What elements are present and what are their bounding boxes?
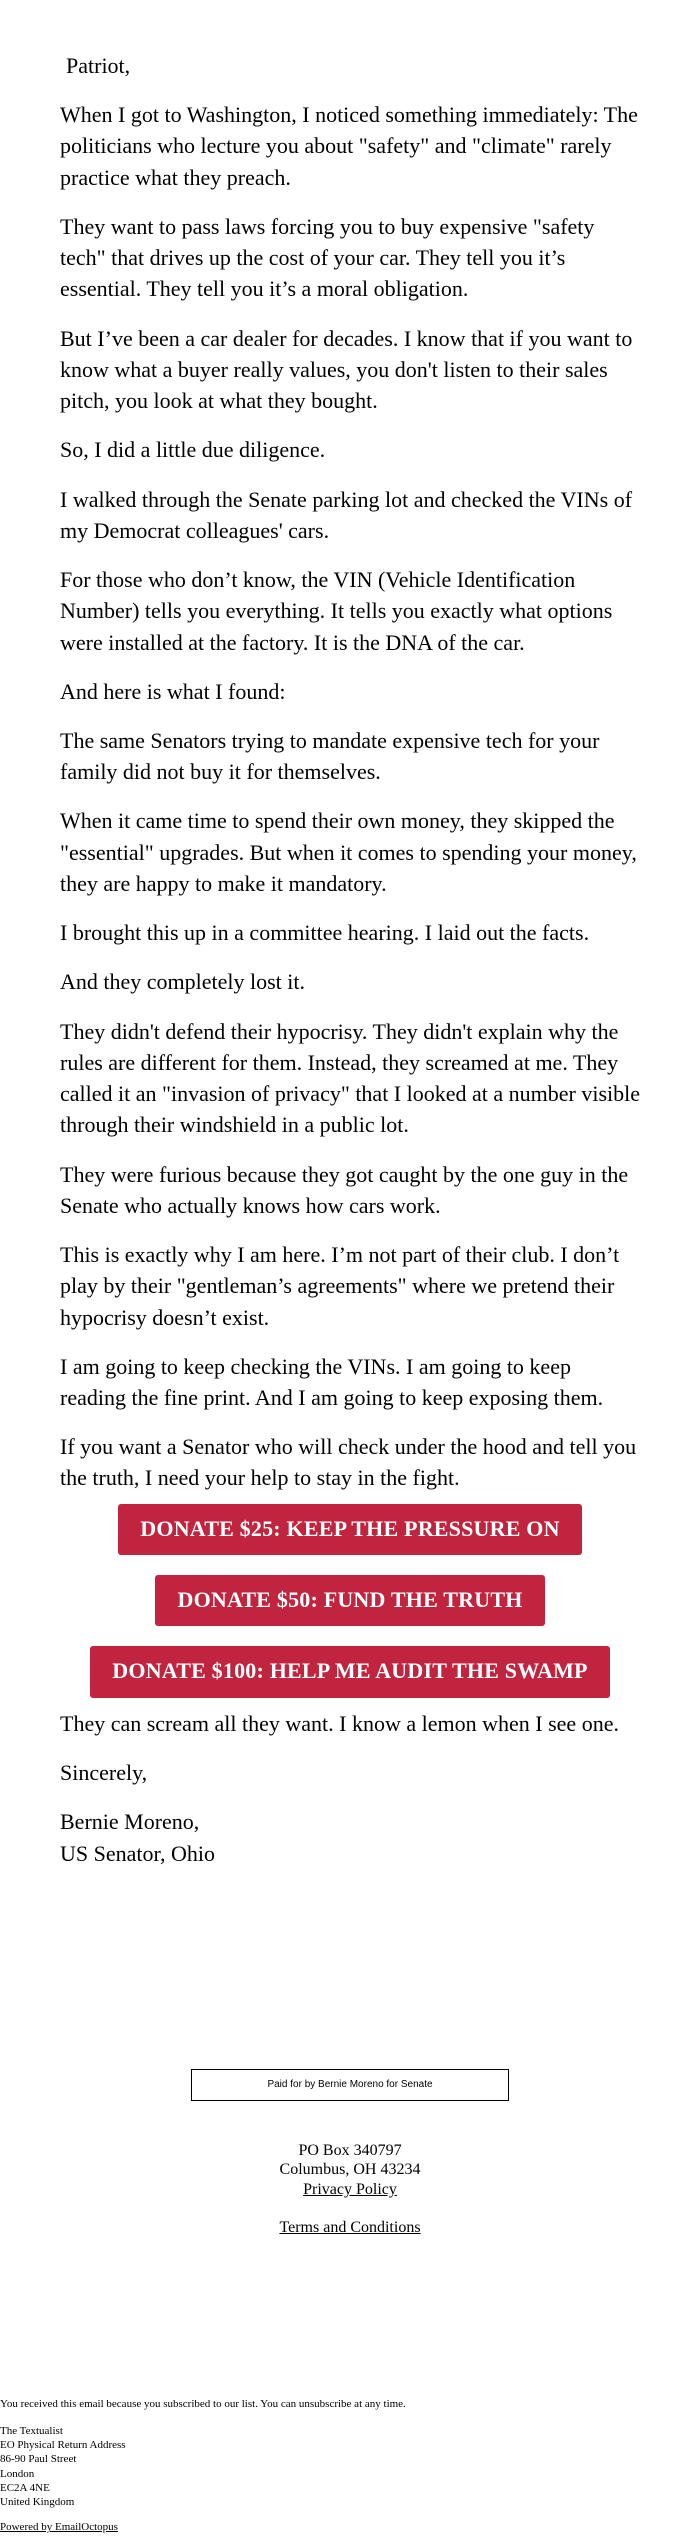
signature (60, 1806, 640, 1868)
greeting: Patriot, (66, 53, 131, 78)
donate-25-wrap (60, 1504, 640, 1555)
street: 86-90 Paul Street (0, 2453, 77, 2466)
paragraph: And here is what I found: (60, 678, 286, 704)
subscription-notice: You received this email because you subscribed to our list. You can unsubscribe at any time. (0, 2398, 406, 2411)
paragraph: I am going to keep checking the VINs. I am going to keep reading the fine print. And I am going to keep exposing them. (60, 1353, 604, 1410)
donate-50-button[interactable]: DONATE $50: FUND THE TRUTH (155, 1575, 544, 1626)
sincerely: Sincerely, (60, 1760, 148, 1786)
paragraph: If you want a Senator who will check under the hood and tell you the truth, I need your help to stay in the fight. (60, 1434, 637, 1491)
city: London (0, 2467, 35, 2480)
paragraph: For those who don’t know, the VIN (Vehicle Identification Number) tells you everything. It tells you exactly what options were installed at the factory. It is the DNA of the car. (60, 567, 613, 655)
signer-name: Bernie Moreno, (60, 1809, 200, 1835)
paragraph: When it came time to spend their own money, they skipped the "essential" upgrades. But when it comes to spending your money, they are happy to make it mandatory. (60, 808, 637, 896)
paragraph: I brought this up in a committee hearing. I laid out the facts. (60, 920, 590, 946)
paid-for-wrap (0, 2069, 700, 2101)
po-box: PO Box 340797 (298, 2141, 402, 2159)
mailing-address (0, 2141, 700, 2200)
terms-wrap (0, 2219, 700, 2237)
paragraph: They want to pass laws forcing you to buy expensive "safety tech" that drives up the cost of your car. They tell you it’s essential. They tell you it’s a moral obligation. (60, 213, 595, 302)
donate-50-wrap (60, 1575, 640, 1626)
signer-title: US Senator, Ohio (60, 1840, 215, 1866)
donate-100-wrap (60, 1646, 640, 1697)
paragraph: But I’ve been a car dealer for decades. I know that if you want to know what a buyer really values, you don't listen to their sales pitch, you look at what they bought. (60, 325, 633, 414)
powered-by-link[interactable]: Powered by EmailOctopus (0, 2521, 118, 2534)
donate-100-button[interactable]: DONATE $100: HELP ME AUDIT THE SWAMP (90, 1646, 609, 1697)
paragraph: When I got to Washington, I noticed something immediately: The politicians who lecture you about "safety" and "climate" rarely practice what they preach. (60, 102, 638, 190)
paragraph: They were furious because they got caught by the one guy in the Senate who actually knows how cars work. (60, 1161, 629, 1218)
closing-line: They can scream all they want. I know a lemon when I see one. (60, 1710, 619, 1736)
postcode: EC2A 4NE (0, 2481, 50, 2494)
city-line: Columbus, OH 43234 (279, 2161, 421, 2179)
terms-link[interactable]: Terms and Conditions (279, 2219, 421, 2237)
paragraph: This is exactly why I am here. I’m not part of their club. I don’t play by their "gentleman’s agreements" where we pretend their hypocrisy doesn’t exist. (60, 1242, 620, 1330)
paid-for-disclaimer: Paid for by Bernie Moreno for Senate (191, 2069, 509, 2101)
sender-name: The Textualist (0, 2424, 63, 2437)
return-address-label: EO Physical Return Address (0, 2438, 126, 2451)
country: United Kingdom (0, 2496, 75, 2509)
donate-25-button[interactable]: DONATE $25: KEEP THE PRESSURE ON (118, 1504, 581, 1555)
paragraph: And they completely lost it. (60, 969, 306, 995)
email-footer (0, 2397, 700, 2544)
paragraph: I walked through the Senate parking lot and checked the VINs of my Democrat colleagues' cars. (60, 486, 633, 543)
paragraph: They didn't defend their hypocrisy. They didn't explain why the rules are different for them. Instead, they screamed at me. They called it an "invasion of privacy" that I looked at a number visible through their windshield in a public lot. (60, 1018, 641, 1138)
paragraph: The same Senators trying to mandate expensive tech for your family did not buy it for themselves. (60, 727, 600, 785)
privacy-policy-link[interactable]: Privacy Policy (303, 2180, 397, 2198)
paragraph: So, I did a little due diligence. (60, 437, 326, 463)
